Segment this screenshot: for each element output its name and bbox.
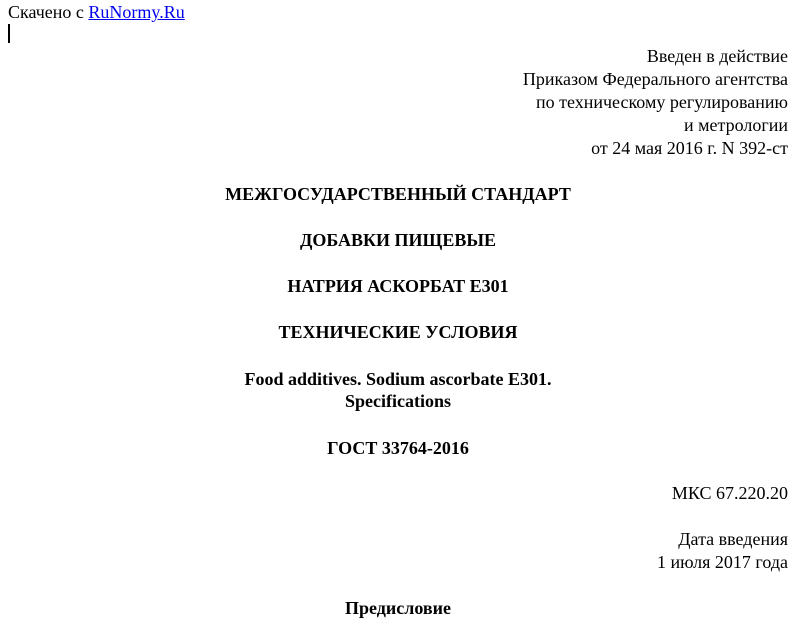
approval-line: и метрологии	[684, 115, 788, 135]
approval-line: по техническому регулированию	[535, 92, 788, 112]
source-link[interactable]: RuNormy.Ru	[88, 2, 185, 22]
title-kind-heading: ТЕХНИЧЕСКИЕ УСЛОВИЯ	[278, 322, 518, 342]
english-title-line: Specifications	[345, 391, 451, 411]
introduction-date-block	[657, 528, 788, 574]
approval-line: от 24 мая 2016 г. N 392-ст	[591, 138, 788, 158]
source-line	[8, 2, 185, 22]
approval-line: Приказом Федерального агентства	[522, 69, 788, 89]
title-subject-heading: НАТРИЯ АСКОРБАТ Е301	[287, 276, 509, 296]
designation-heading: ГОСТ 33764-2016	[327, 438, 469, 458]
approval-line: Введен в действие	[646, 46, 788, 66]
text-caret	[8, 24, 10, 43]
introduction-date-value: 1 июля 2017 года	[657, 552, 788, 572]
english-title	[0, 368, 790, 412]
title-group-heading: ДОБАВКИ ПИЩЕВЫЕ	[299, 230, 497, 250]
standard-type-heading: МЕЖГОСУДАРСТВЕННЫЙ СТАНДАРТ	[225, 184, 571, 204]
introduction-date-label: Дата введения	[678, 529, 788, 549]
approval-block	[523, 45, 788, 160]
english-title-line: Food additives. Sodium ascorbate E301.	[244, 369, 552, 389]
source-prefix: Скачено с	[8, 2, 84, 22]
foreword-heading: Предисловие	[345, 598, 451, 618]
mks-code: МКС 67.220.20	[671, 483, 788, 503]
